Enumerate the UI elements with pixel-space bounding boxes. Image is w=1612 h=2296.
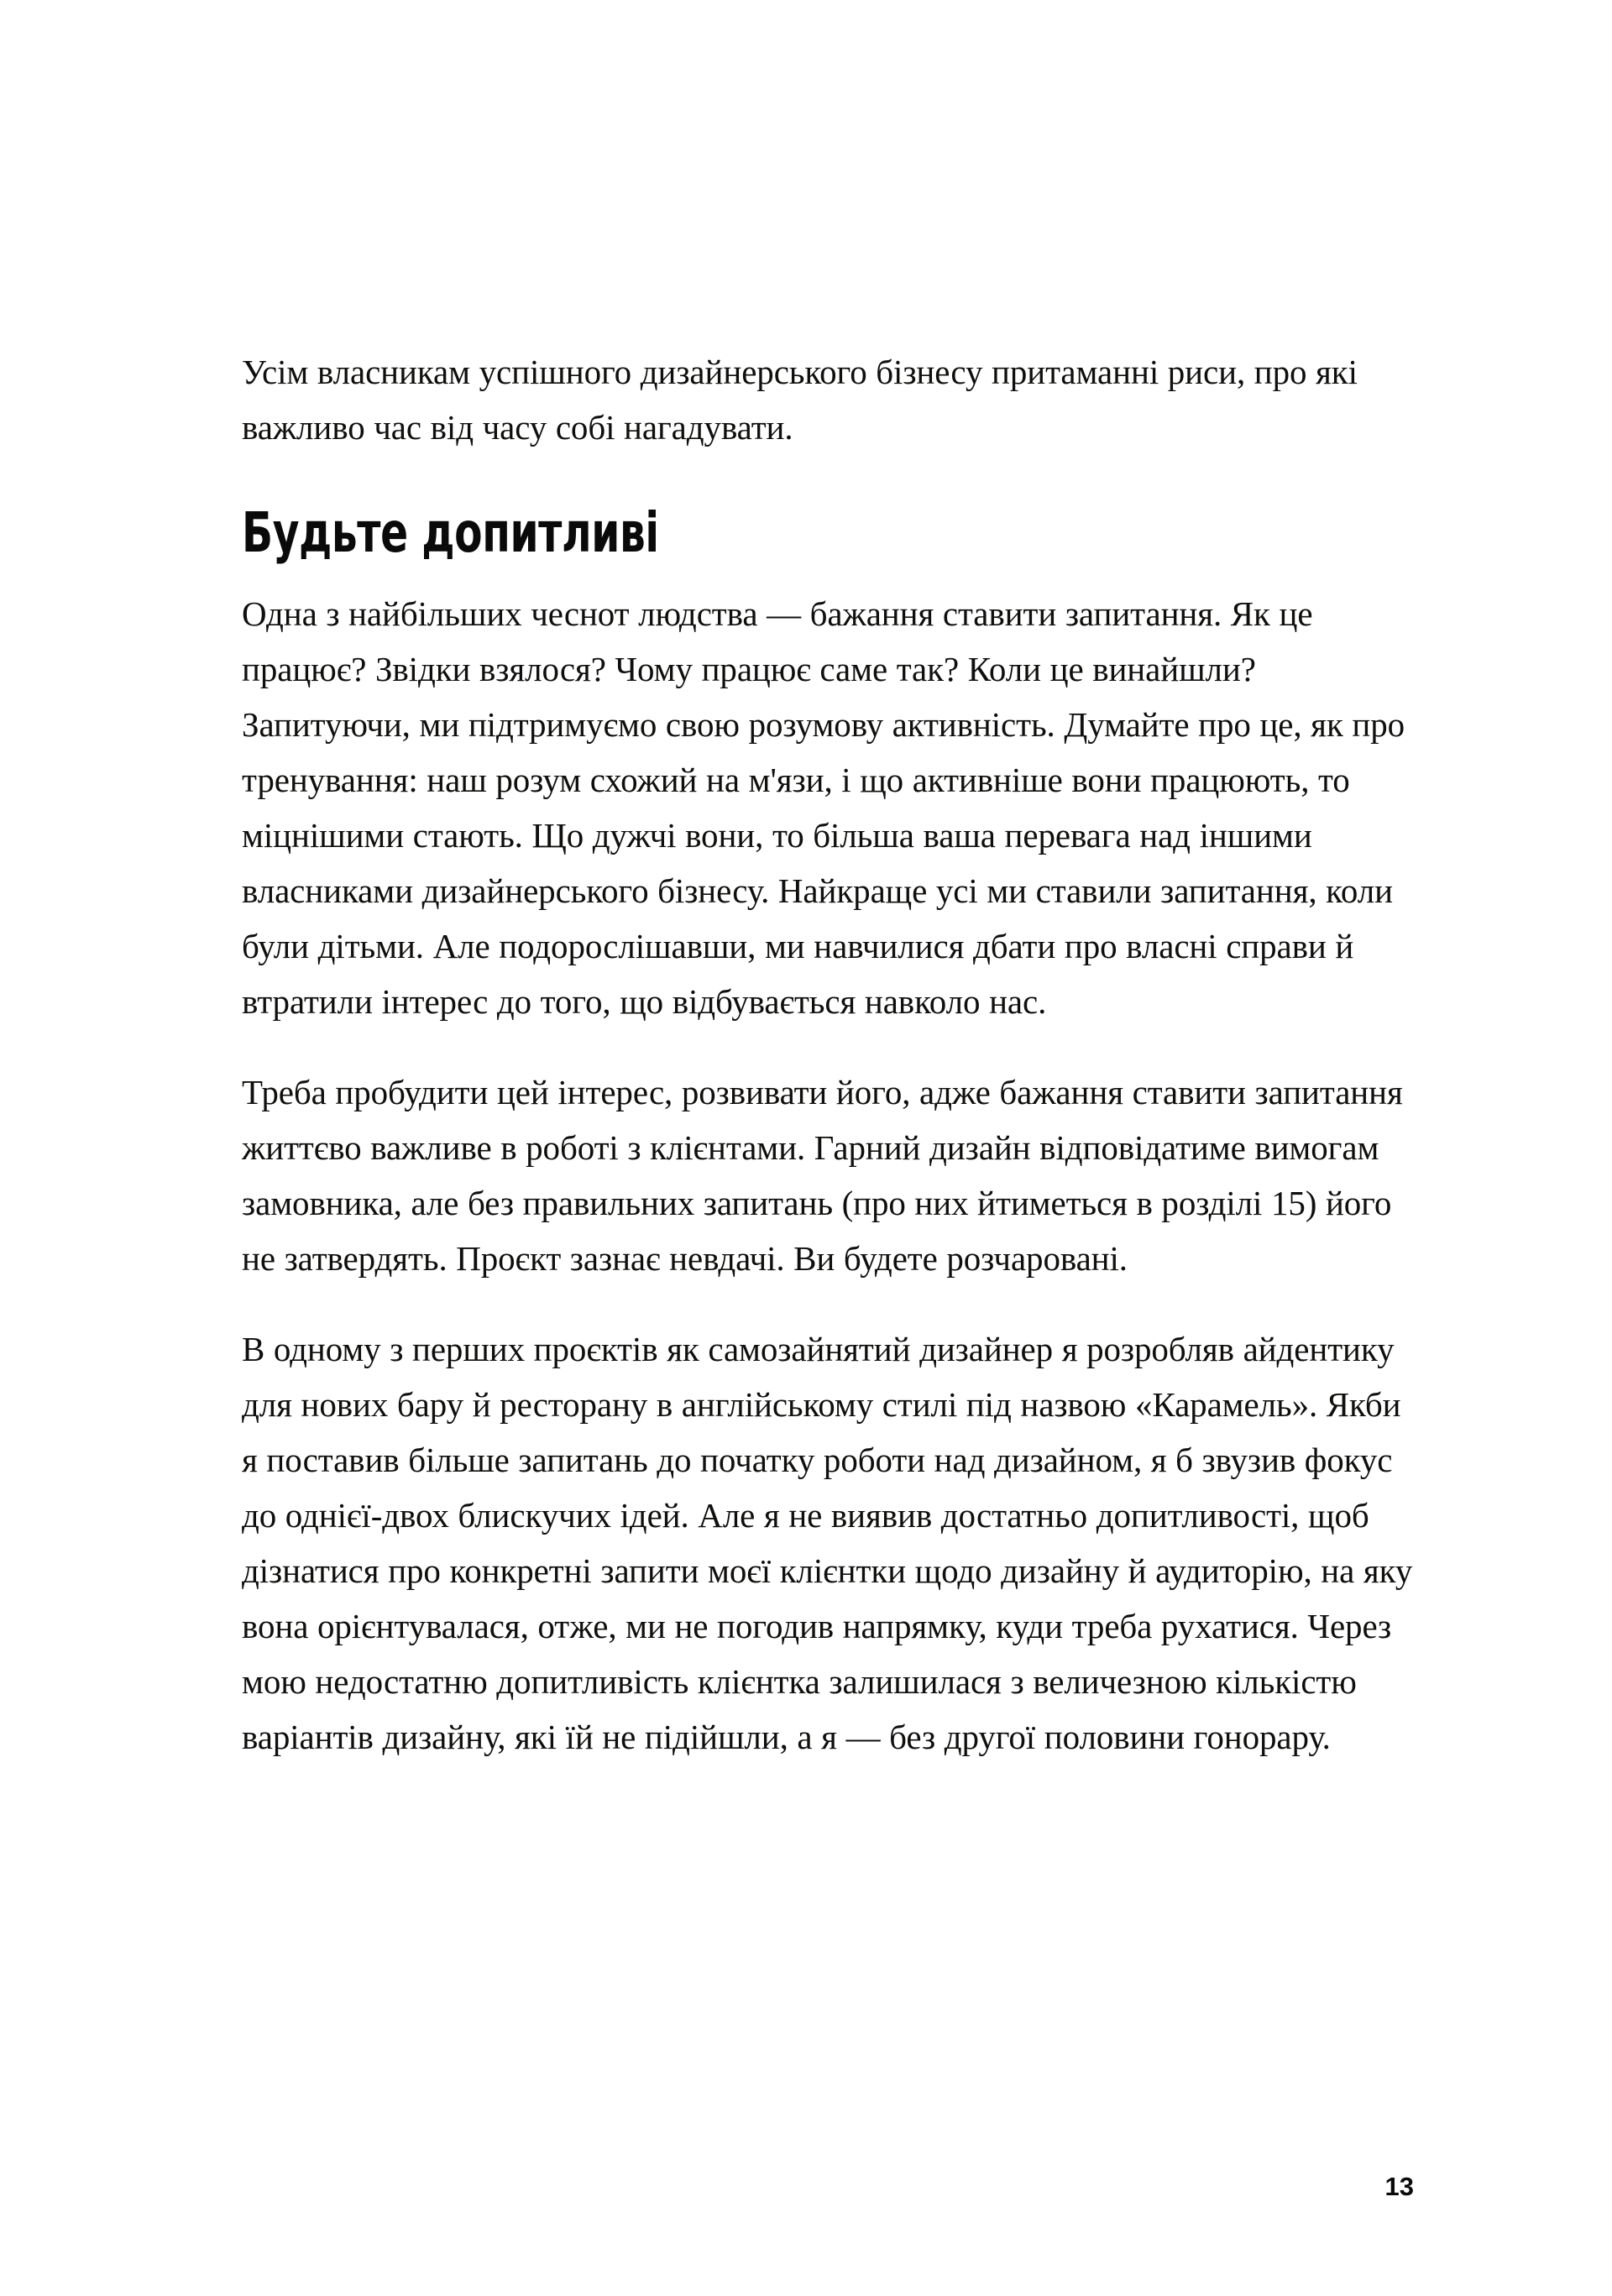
intro-paragraph: Усім власникам успішного дизайнерського бізнесу притаманні риси, про які важливо час від часу собі нагадувати. (242, 353, 1358, 447)
page-number: 13 (1384, 2172, 1414, 2201)
body-paragraph-3: В одному з перших проєктів як самозайнятий дизайнер я розробляв айдентику для нових бару й ресторану в англійському стилі під назвою «Карамель». Якби я поставив більше запитань до початку роботи над дизайном, я б звузив фокус до однієї-двох блискучих ідей. Але я не виявив достатньо допитливості, щоб дізнатися про конкретні запити моєї клієнтки щодо дизайну й аудиторію, на яку вона орієнтувалася, отже, ми не погодив напрямку, куди треба рухатися. Через мою недостатню допитливість клієнтка залишилася з величезною кількістю варіантів дизайну, які їй не підійшли, а я — без другої половини гонорару. (242, 1330, 1413, 1756)
section-heading: Будьте допитливі (242, 500, 659, 565)
body-paragraph-2: Треба пробудити цей інтерес, розвивати його, адже бажання ставити запитання життєво важливе в роботі з клієнтами. Гарний дизайн відповідатиме вимогам замовника, але без правильних запитань (про них йтиметься в розділі 15) його не затвердять. Проєкт зазнає невдачі. Ви будете розчаровані. (242, 1073, 1403, 1278)
text-column (242, 344, 1417, 1765)
body-paragraph-1: Одна з найбільших чеснот людства — бажання ставити запитання. Як це працює? Звідки взялося? Чому працює саме так? Коли це винайшли? Запитуючи, ми підтримуємо свою розумову активність. Думайте про це, як про тренування: наш розум схожий на м'язи, і що активніше вони працюють, то міцнішими стають. Що дужчі вони, то більша ваша перевага над іншими власниками дизайнерського бізнесу. Найкраще усі ми ставили запитання, коли були дітьми. Але подорослішавши, ми навчилися дбати про власні справи й втратили інтерес до того, що відбувається навколо нас. (242, 594, 1405, 1021)
